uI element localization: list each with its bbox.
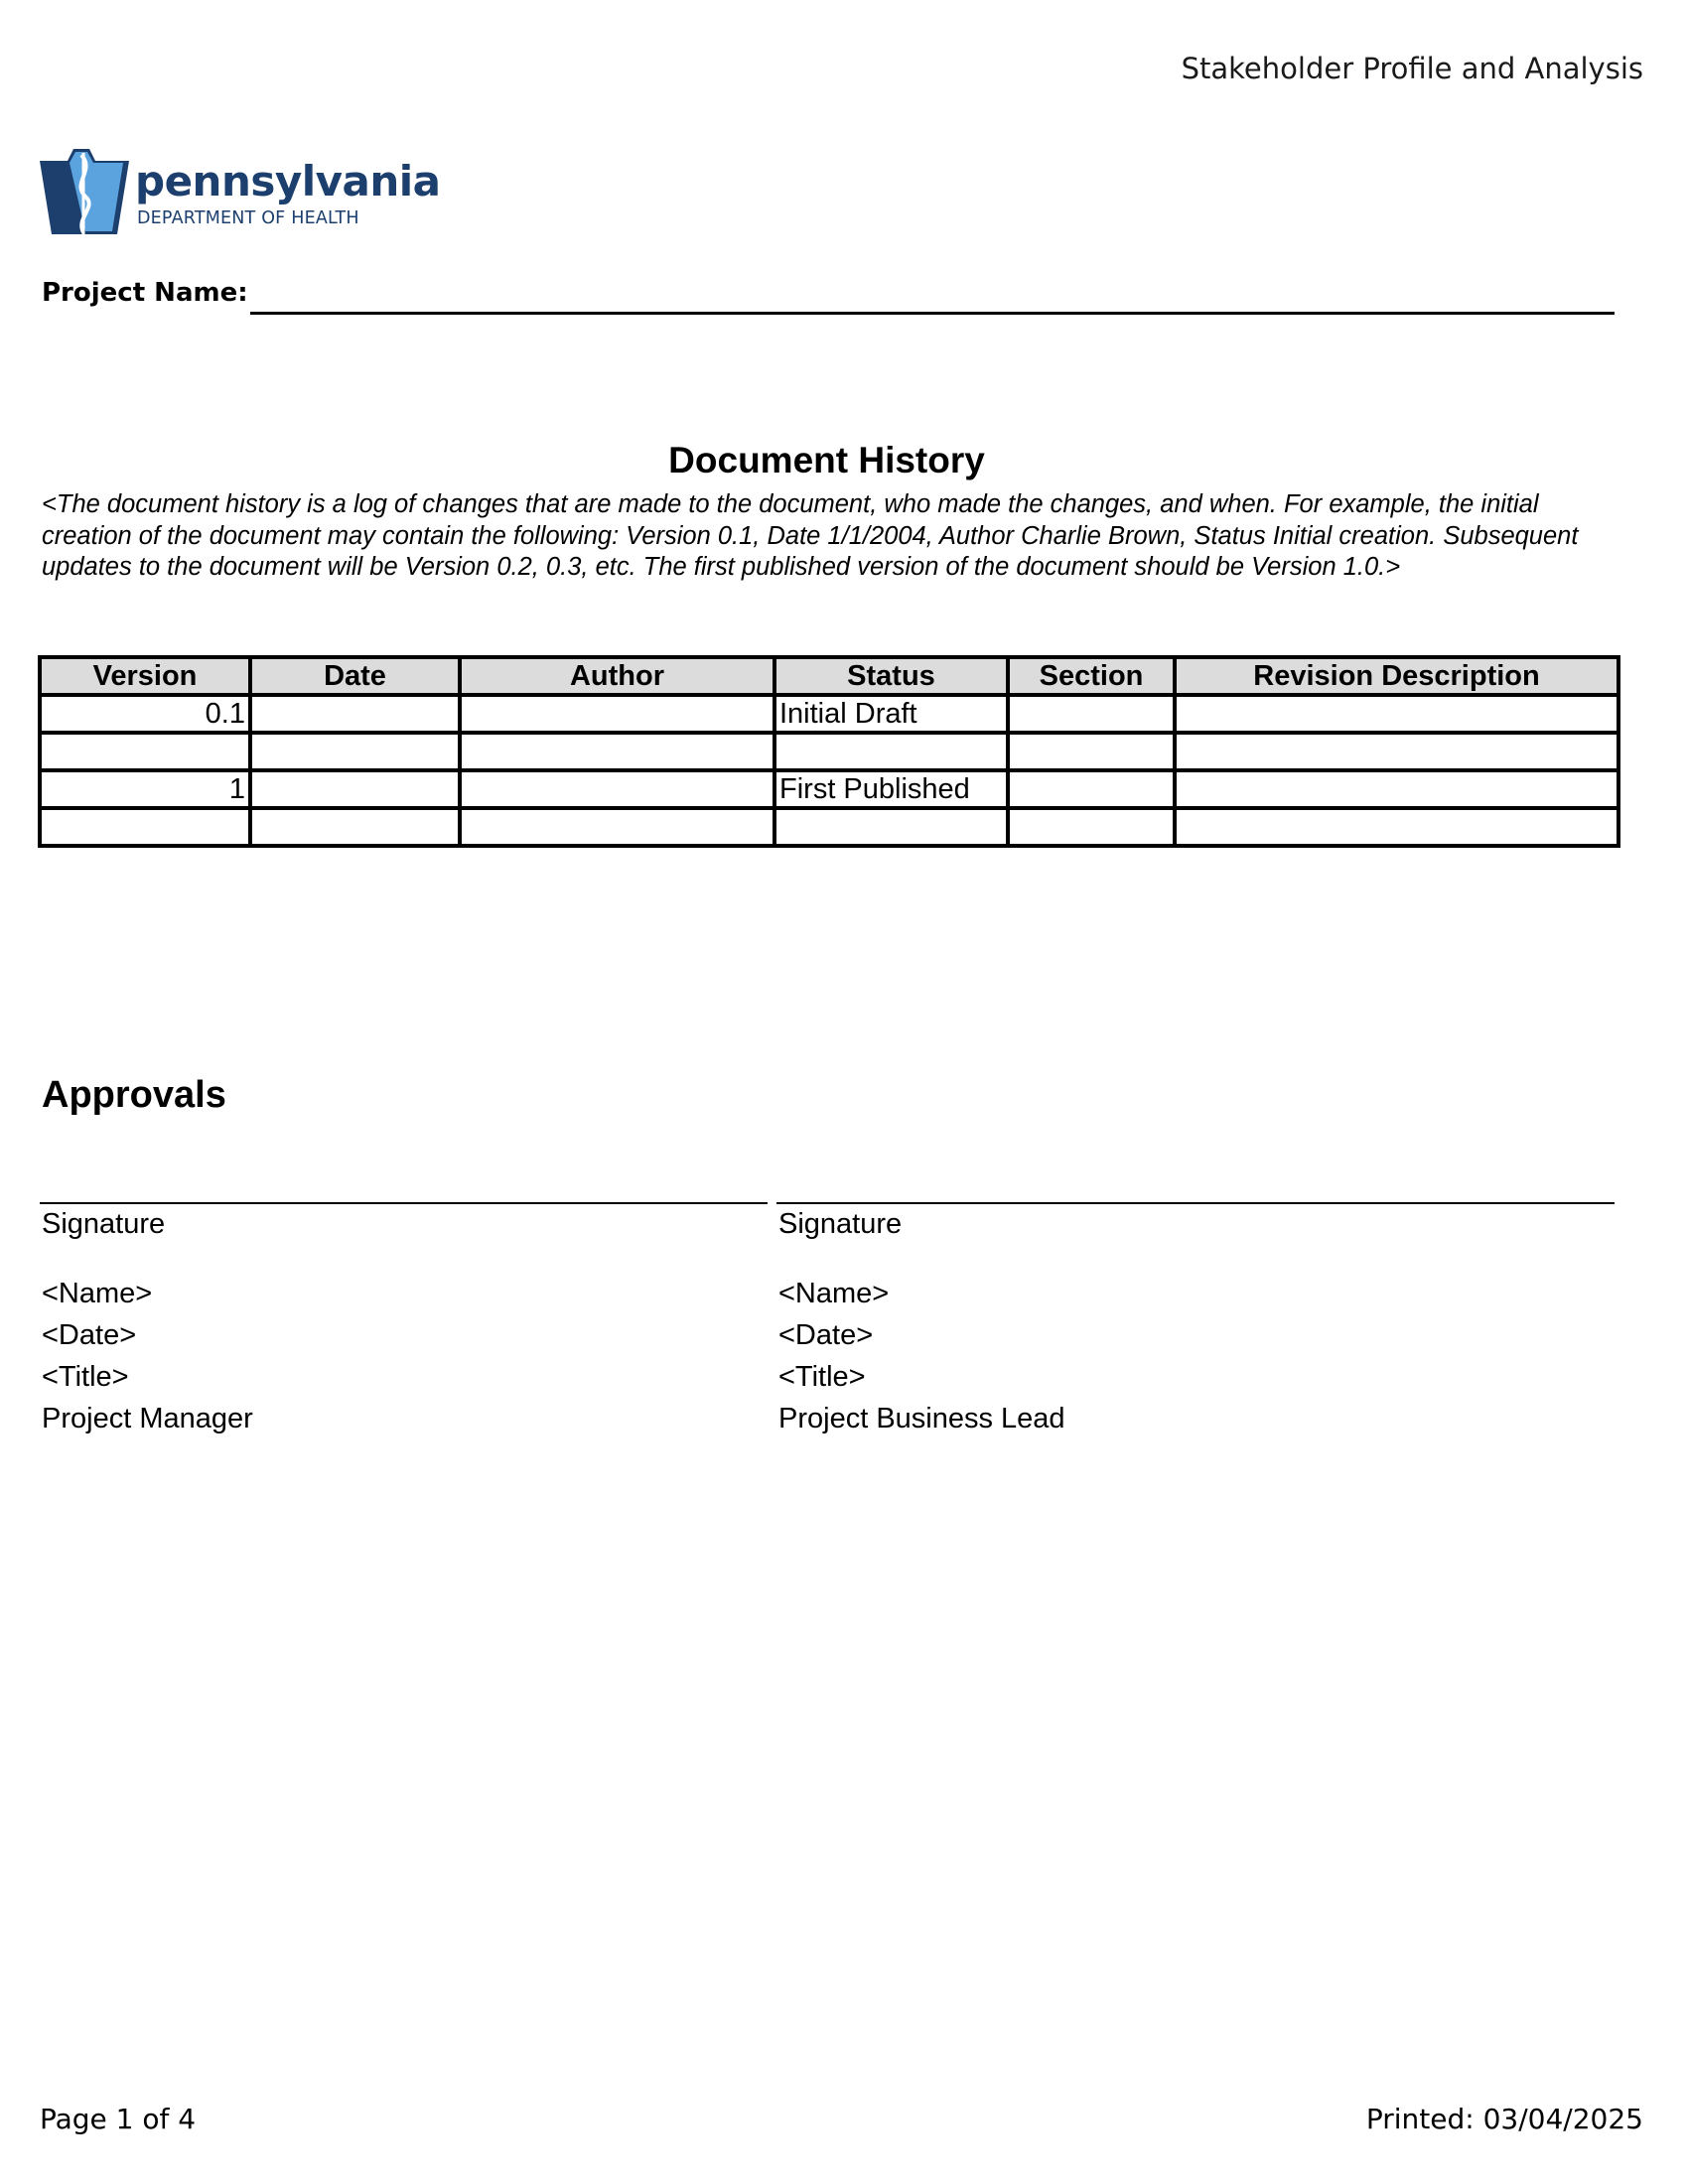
column-header: Date [250, 657, 460, 695]
table-cell[interactable] [1008, 733, 1175, 770]
approver-role: Project Business Lead [778, 1403, 1065, 1434]
table-cell[interactable] [1175, 695, 1618, 733]
document-history-title: Document History [668, 440, 985, 480]
table-cell[interactable]: 1 [40, 770, 250, 808]
table-cell[interactable] [460, 733, 774, 770]
table-cell[interactable] [250, 695, 460, 733]
table-row [40, 808, 1618, 846]
logo-wordmark: pennsylvania [135, 157, 441, 205]
table-cell[interactable] [1008, 808, 1175, 846]
approver-role: Project Manager [42, 1403, 253, 1434]
column-header: Author [460, 657, 774, 695]
approver-date: <Date> [778, 1319, 874, 1351]
column-header: Status [774, 657, 1008, 695]
table-cell[interactable]: 0.1 [40, 695, 250, 733]
column-header: Version [40, 657, 250, 695]
table-cell[interactable] [250, 733, 460, 770]
approver-block-right [778, 1203, 1065, 1439]
header-title: Stakeholder Profile and Analysis [1181, 52, 1643, 85]
document-history-table [38, 655, 1620, 848]
approver-block-left [42, 1203, 253, 1439]
table-cell[interactable] [250, 770, 460, 808]
table-cell[interactable] [460, 695, 774, 733]
approver-title: <Title> [42, 1361, 129, 1393]
table-cell[interactable] [460, 808, 774, 846]
approvals-title: Approvals [42, 1074, 226, 1116]
printed-date: Printed: 03/04/2025 [1365, 2103, 1643, 2135]
document-history-note: <The document history is a log of changes that are made to the document, who made the changes, and when. For example, the initial creation of the document may contain the following: Version 0.1, Date 1/1/2004, Author Charlie Brown, Status Initial creation. Subsequent updates to the document will be Version 0.2, 0.3, etc. The first published version of the document should be Version 1.0.> [42, 490, 1579, 581]
table-cell[interactable] [460, 770, 774, 808]
table-cell[interactable] [40, 808, 250, 846]
approver-name: <Name> [778, 1278, 890, 1309]
table-cell[interactable] [774, 808, 1008, 846]
project-name-field[interactable] [250, 312, 1615, 315]
table-cell[interactable] [40, 733, 250, 770]
table-row [40, 733, 1618, 770]
page-number: Page 1 of 4 [40, 2103, 197, 2135]
approver-date: <Date> [42, 1319, 137, 1351]
approver-name: <Name> [42, 1278, 153, 1309]
table-cell[interactable]: First Published [774, 770, 1008, 808]
logo-subtitle: DEPARTMENT OF HEALTH [137, 208, 359, 228]
table-cell[interactable] [1175, 808, 1618, 846]
table-cell[interactable] [1175, 770, 1618, 808]
project-name-label: Project Name: [42, 278, 248, 308]
table-row [40, 695, 1618, 733]
table-row [40, 770, 1618, 808]
approver-title: <Title> [778, 1361, 866, 1393]
table-cell[interactable] [774, 733, 1008, 770]
table-cell[interactable] [250, 808, 460, 846]
column-header: Revision Description [1175, 657, 1618, 695]
signature-label: Signature [778, 1208, 903, 1240]
table-cell[interactable] [1008, 695, 1175, 733]
table-cell[interactable] [1008, 770, 1175, 808]
signature-label: Signature [42, 1208, 166, 1240]
table-cell[interactable] [1175, 733, 1618, 770]
table-header-row [40, 657, 1618, 695]
table-cell[interactable]: Initial Draft [774, 695, 1008, 733]
column-header: Section [1008, 657, 1175, 695]
